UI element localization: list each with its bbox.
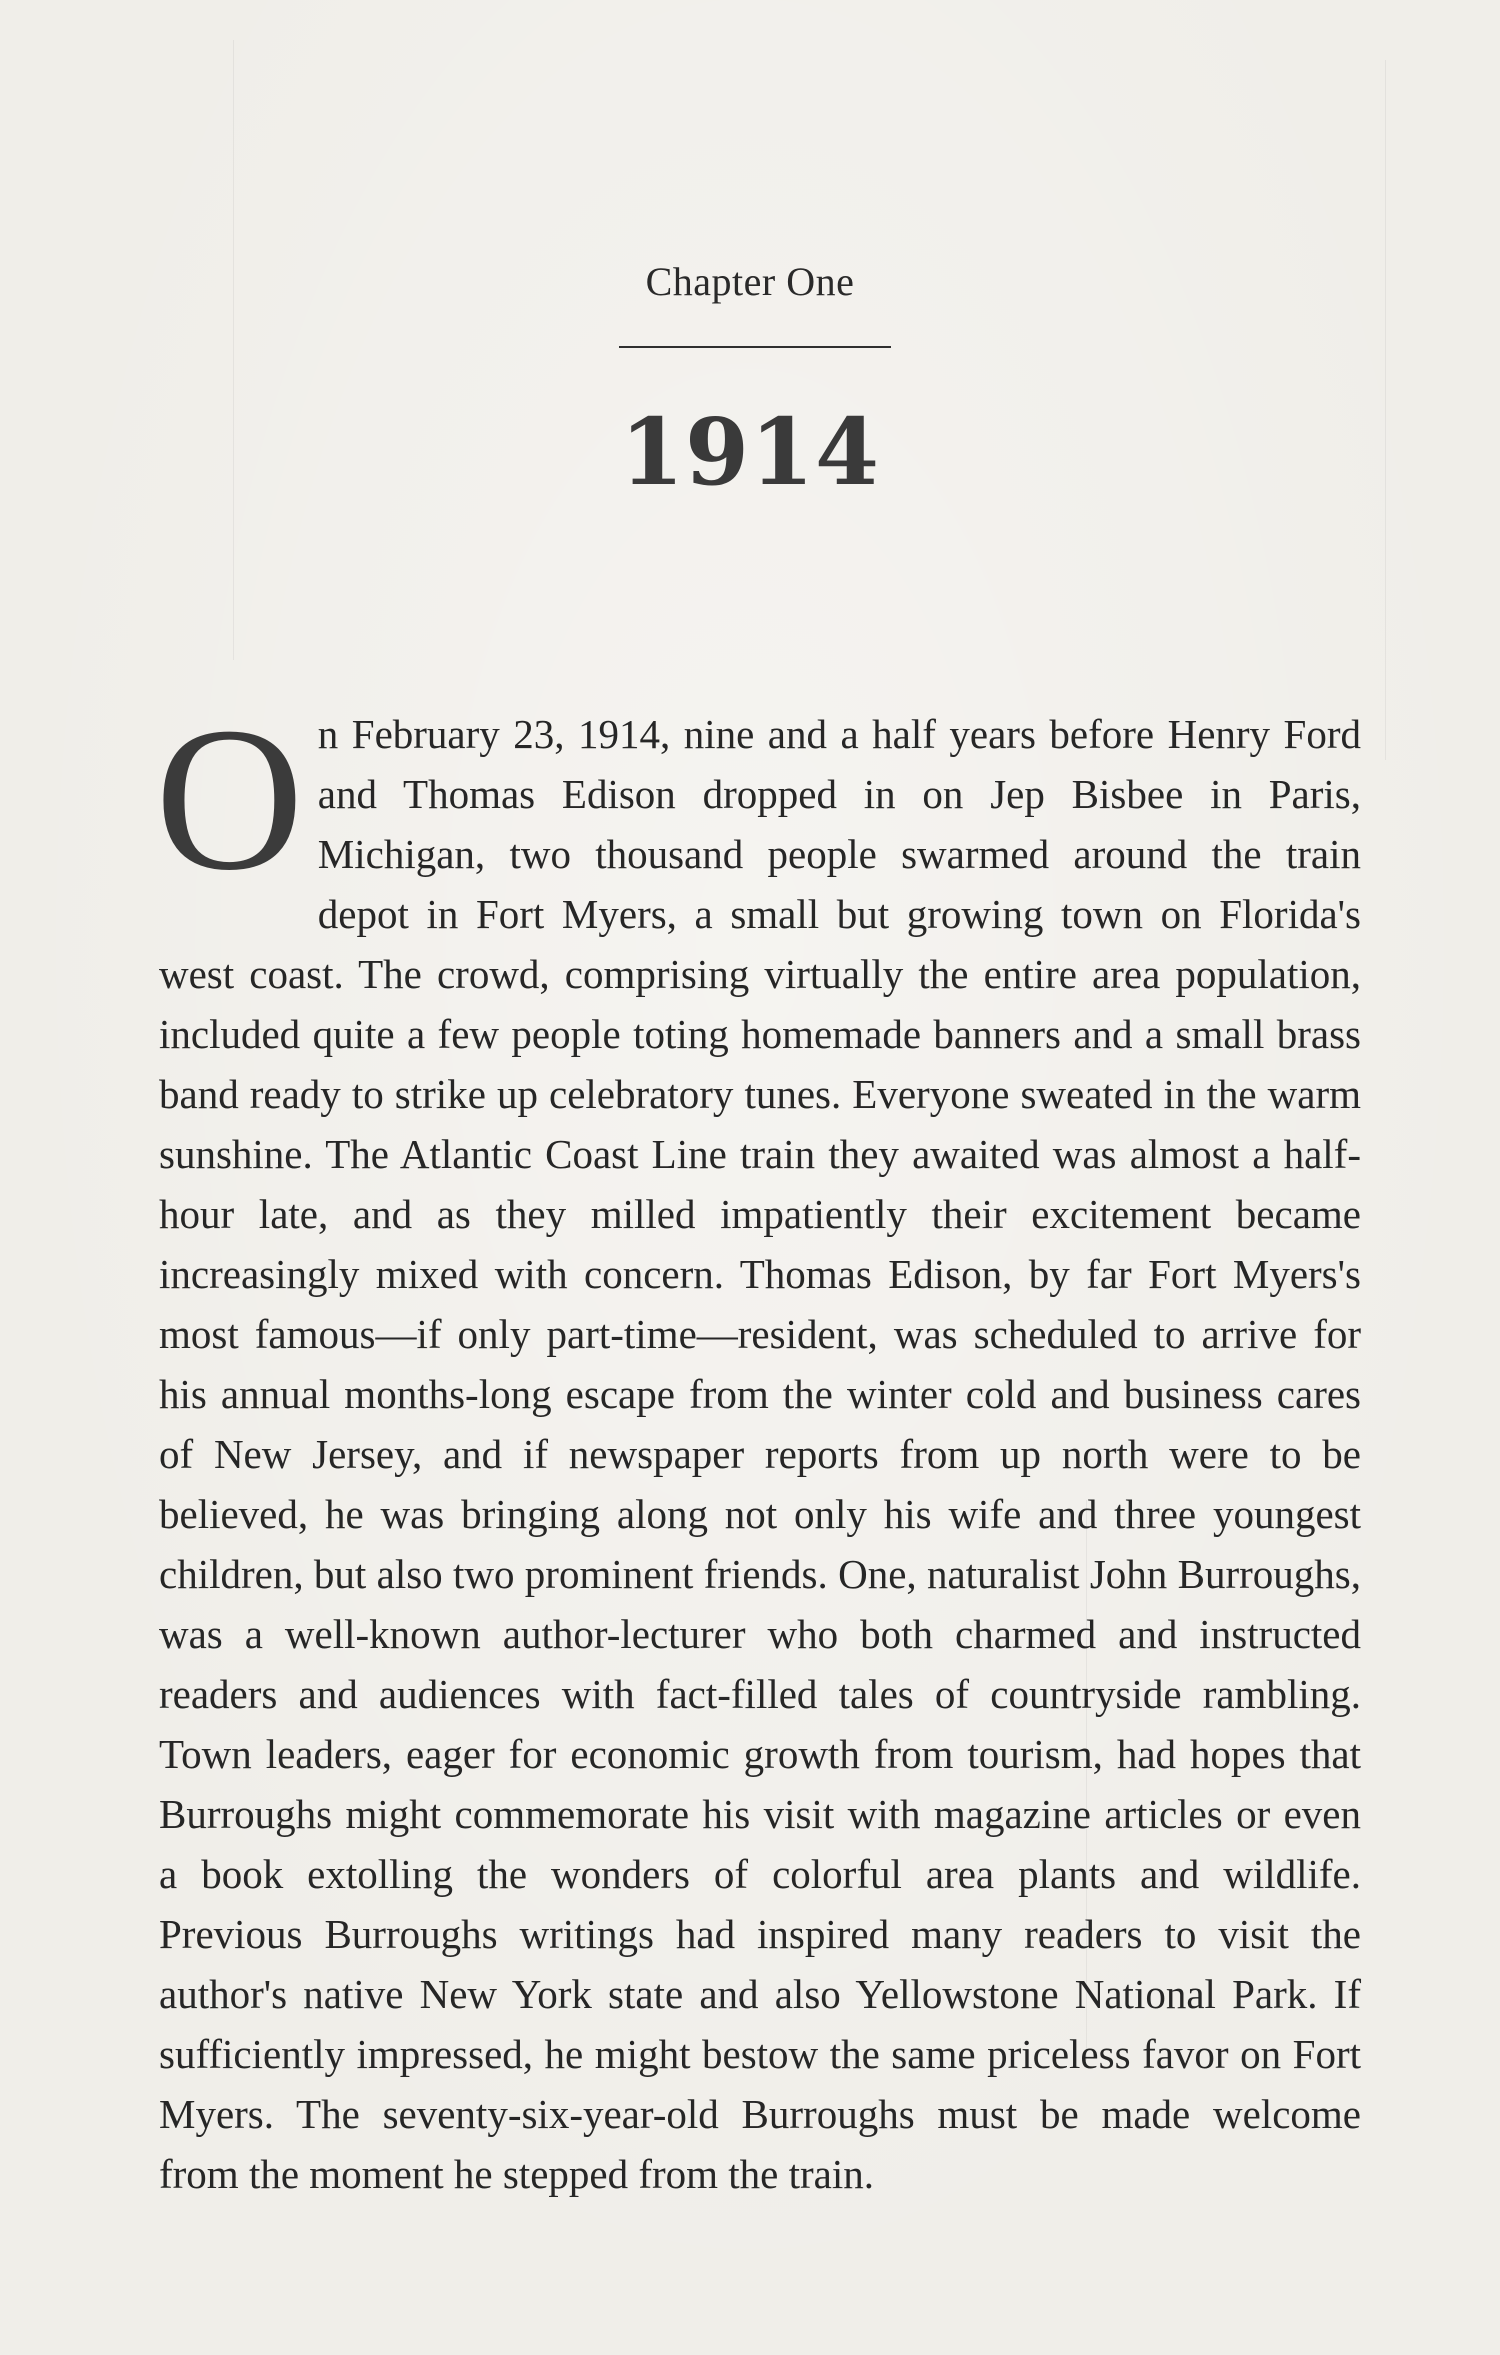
chapter-title: 1914 [619,398,881,506]
scan-artifact-line [233,40,234,660]
chapter-body-paragraph [155,684,1361,2204]
drop-cap: O [155,684,304,913]
paragraph-text: n February 23, 1914, nine and a half years before Henry Ford and Thomas Edison dropped in on Jep Bisbee in Paris, Michigan, two thousand people swarmed around the train depot in Fort Myers, a small but growing town on Florida's west coast. The crowd, comprising virtually the entire area population, included quite a few people toting homemade banners and a small brass band ready to strike up celebratory tunes. Everyone sweated in the warm sunshine. The Atlantic Coast Line train they awaited was almost a half-hour late, and as they milled impatiently their excitement became increasingly mixed with concern. Thomas Edison, by far Fort Myers's most famous—if only part-time—resident, was scheduled to arrive for his annual months-long escape from the winter cold and business cares of New Jersey, and if newspaper reports from up north were to be believed, he was bringing along not only his wife and three youngest children, but also two prominent friends. One, naturalist John Burroughs, was a well-known author-lecturer who both charmed and instructed readers and audiences with fact-filled tales of countryside rambling. Town leaders, eager for economic growth from tourism, had hopes that Burroughs might commemorate his visit with magazine articles or even a book extolling the wonders of colorful area plants and wildlife. Previous Burroughs writings had inspired many readers to visit the author's native New York state and also Yellowstone National Park. If sufficiently impressed, he might bestow the same priceless favor on Fort Myers. The seventy-six-year-old Burroughs must be made welcome from the moment he stepped from the train. [159,711,1361,2197]
chapter-label: Chapter One [645,259,855,304]
chapter-divider-rule [619,346,891,348]
